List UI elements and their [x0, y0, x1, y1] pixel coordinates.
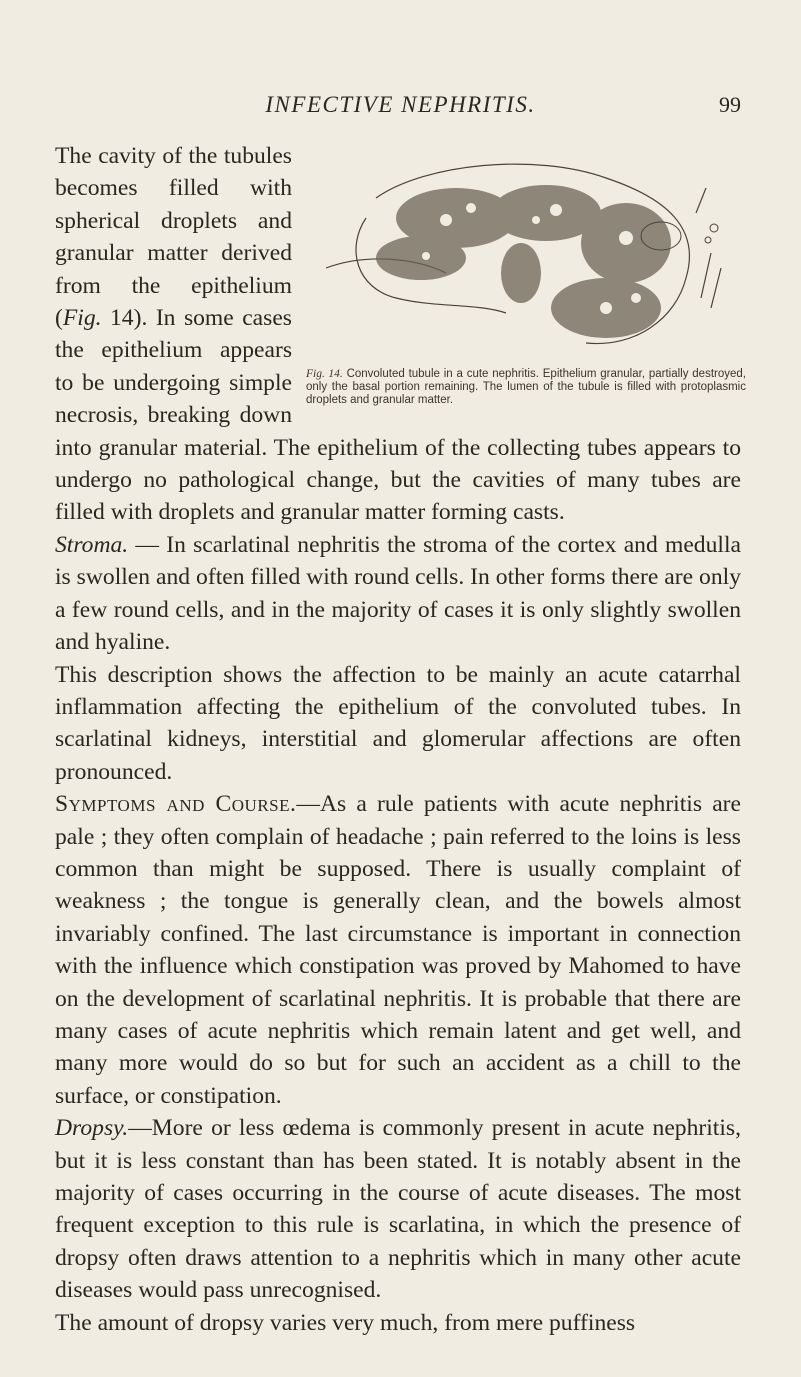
page-number: 99	[719, 92, 741, 117]
paragraph-dropsy	[55, 1112, 741, 1306]
figure-caption	[306, 368, 746, 407]
caption-text: Convoluted tubule in a cute nephritis. Epithelium granular, partially destroyed, only the basal portion remaining. The lumen of the tubule is filled with protoplasmic droplets and granular matter.	[306, 368, 746, 406]
tubule-illustration	[306, 158, 746, 363]
section-label-dropsy: Dropsy.	[55, 1115, 129, 1142]
paragraph-symptoms	[55, 788, 741, 1112]
section-label-stroma: Stroma.	[55, 531, 129, 558]
running-head	[0, 92, 801, 126]
text: The cavity of the tubules becomes filled with spherical droplets and granular matter derived from the epithelium (	[55, 143, 292, 332]
section-label-symptoms: Symptoms and Course.	[55, 791, 297, 818]
figure-convoluted-tubule	[306, 158, 746, 420]
text: 14). In some cases the epithelium appears to be undergoing simple necrosis, breaking down into granular material. The epithelium of the collecting tubes appears to undergo no pathological change, but the cavities of many tubes are filled with droplets and granular matter forming casts.	[55, 305, 741, 526]
text: —More or less œdema is commonly present in acute nephritis, but it is less constant than has been stated. It is notably absent in the majority of cases occurring in the course of acute diseases. The most frequent exception to this rule is scarlatina, in which the presence of dropsy often draws attention to a nephritis which in many other acute diseases would pass unrecognised.	[55, 1115, 741, 1304]
text: This description shows the affection to be mainly an acute catarrhal inflammation affecting the epithelium of the convoluted tubes. In scarlatinal kidneys, interstitial and glomerular affections are often pronounced.	[55, 661, 741, 785]
paragraph-description	[55, 659, 741, 789]
text: —As a rule patients with acute nephritis are pale ; they often complain of headache ; pain referred to the loins is less common than might be supposed. There is usually complaint of weakness ; the tongue is generally clean, and the bowels almost invariably confined. The last circumstance is important in connection with the influence which constipation was proved by Mahomed to have on the development of scarlatinal nephritis. It is probable that there are many cases of acute nephritis which remain latent and get well, and many more would do so but for such an accident as a chill to the surface, or constipation.	[55, 791, 741, 1109]
running-title: INFECTIVE NEPHRITIS.	[265, 92, 536, 117]
fig-reference: Fig.	[62, 305, 102, 332]
paragraph-amount	[55, 1307, 741, 1339]
page-body	[55, 140, 746, 1339]
text: — In scarlatinal nephritis the stroma of the cortex and medulla is swollen and often filled with round cells. In other forms there are only a few round cells, and in the majority of cases it is only slightly swollen and hyaline.	[55, 531, 741, 656]
caption-label: Fig. 14.	[306, 368, 343, 380]
paragraph-stroma	[55, 529, 741, 659]
text: The amount of dropsy varies very much, from mere puffiness	[55, 1309, 636, 1336]
